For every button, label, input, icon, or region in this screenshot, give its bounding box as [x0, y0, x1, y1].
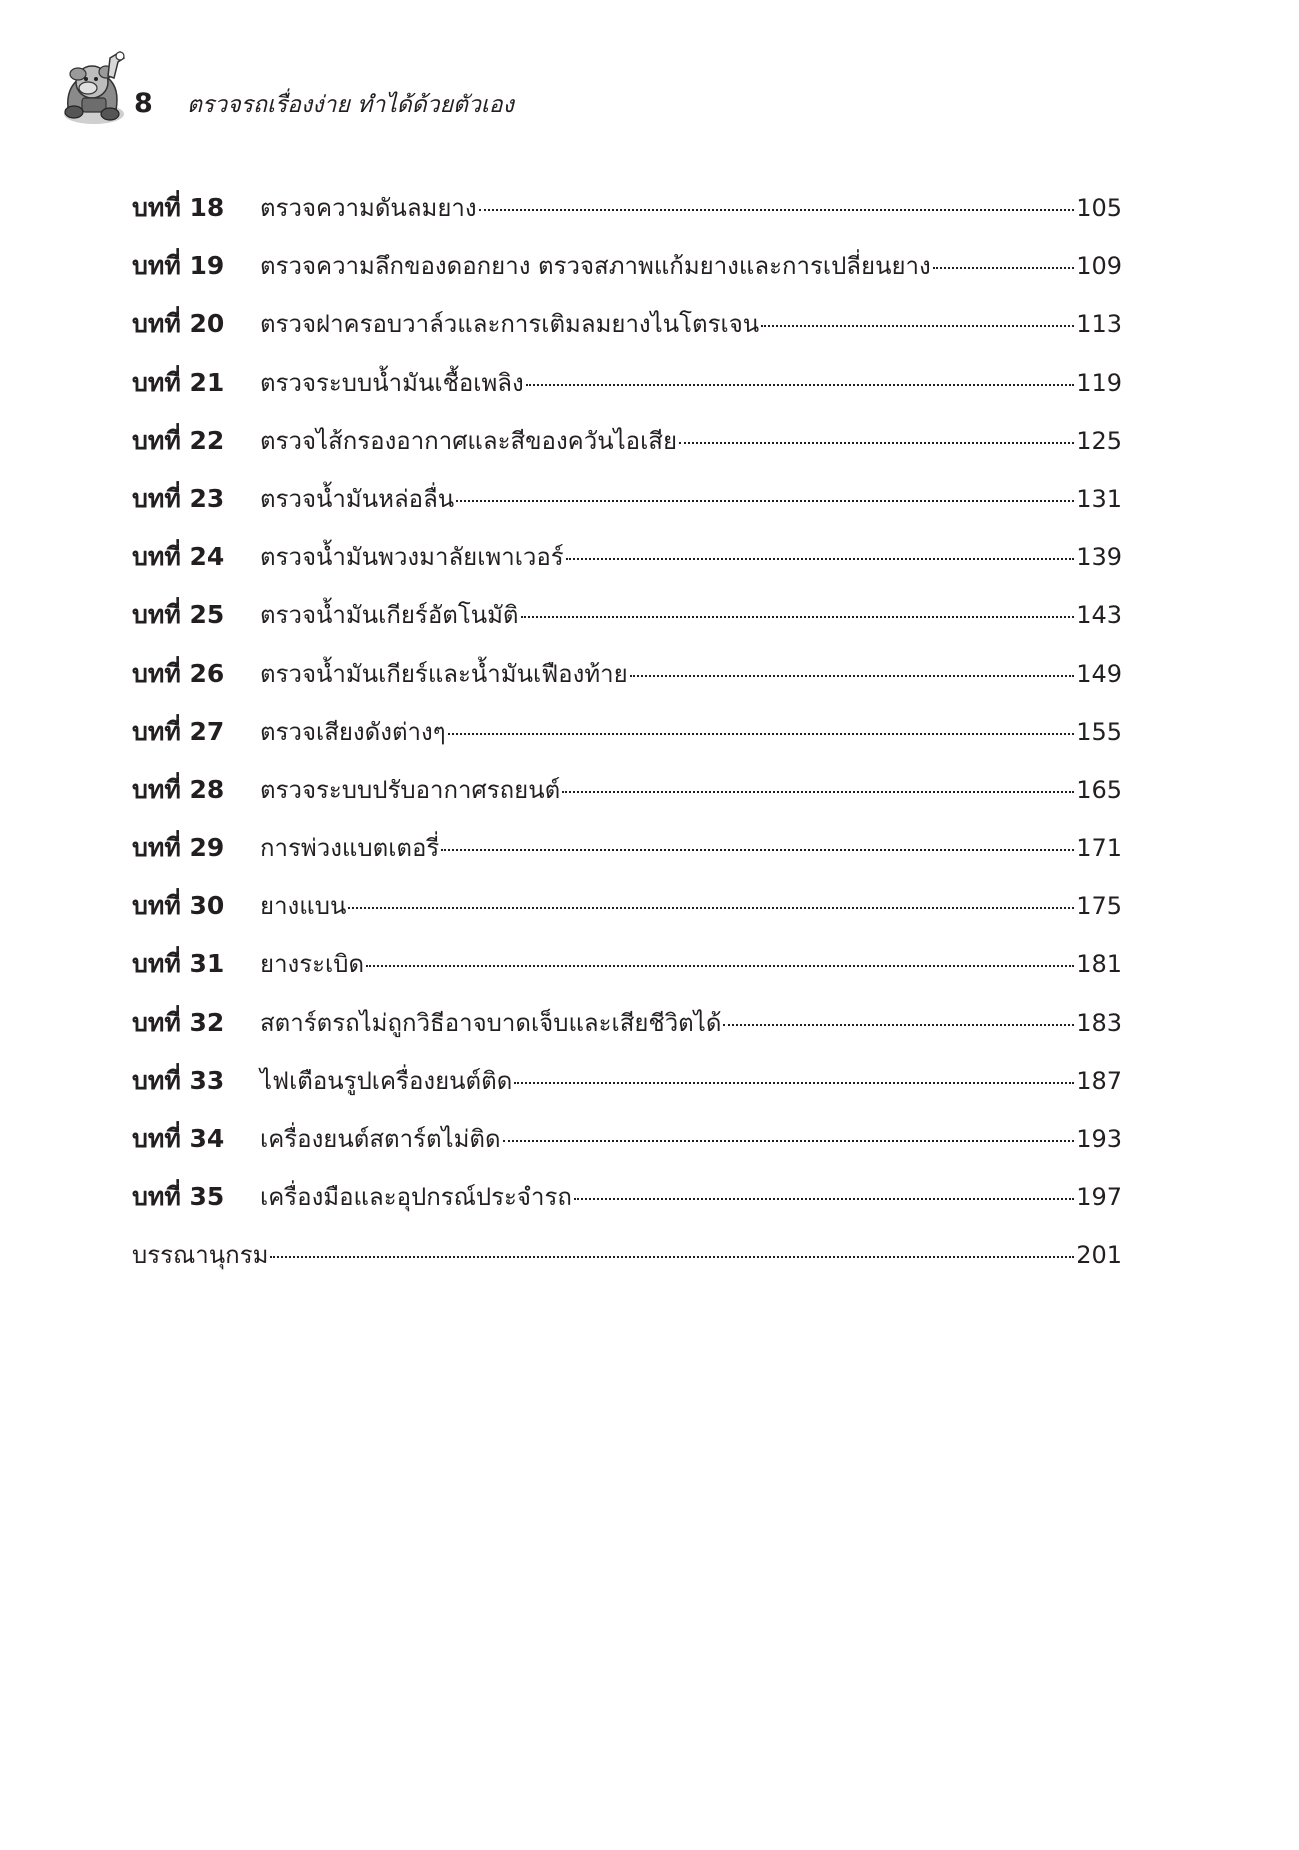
chapter-title: ตรวจไส้กรองอากาศและสีของควันไอเสีย [260, 426, 678, 455]
chapter-label: บทที่ 27 [132, 716, 225, 746]
chapter-label: บทที่ 32 [132, 1007, 225, 1037]
toc-row-bibliography[interactable] [132, 1235, 1122, 1293]
page-ref: 183 [1076, 1008, 1122, 1037]
toc-row[interactable] [132, 479, 1122, 537]
page-ref: 149 [1076, 659, 1122, 688]
chapter-label: บทที่ 31 [132, 949, 225, 979]
page-ref: 187 [1076, 1066, 1122, 1095]
chapter-title: ตรวจเสียงดังต่างๆ [260, 717, 446, 746]
chapter-title: สตาร์ตรถไม่ถูกวิธีอาจบาดเจ็บและเสียชีวิตได้ [260, 1008, 722, 1037]
chapter-label: บทที่ 22 [132, 425, 225, 455]
chapter-title: ตรวจระบบน้ำมันเชื้อเพลิง [260, 368, 524, 397]
chapter-label: บทที่ 19 [132, 251, 225, 281]
chapter-title: ตรวจความลึกของดอกยาง ตรวจสภาพแก้มยางและการเปลี่ยนยาง [260, 252, 931, 281]
page-ref: 197 [1076, 1183, 1122, 1212]
chapter-label: บทที่ 30 [132, 891, 225, 921]
chapter-title: ตรวจระบบปรับอากาศรถยนต์ [260, 775, 561, 804]
page-ref: 171 [1076, 834, 1122, 863]
page-ref: 139 [1076, 543, 1122, 572]
toc-row[interactable] [132, 1003, 1122, 1061]
dot-leader [566, 557, 1074, 560]
toc-row[interactable] [132, 944, 1122, 1002]
toc-row[interactable] [132, 304, 1122, 362]
dot-leader [630, 674, 1075, 677]
chapter-label: บทที่ 18 [132, 193, 225, 222]
mechanic-mascot-icon [54, 48, 134, 128]
dot-leader [366, 964, 1074, 967]
chapter-label: บทที่ 26 [132, 658, 225, 688]
toc-row[interactable] [132, 188, 1122, 246]
chapter-label: บทที่ 23 [132, 483, 225, 513]
running-header [54, 48, 654, 128]
chapter-label: บทที่ 24 [132, 542, 225, 572]
chapter-title: เครื่องยนต์สตาร์ตไม่ติด [260, 1125, 501, 1153]
chapter-label: บทที่ 34 [132, 1124, 225, 1153]
page-ref: 155 [1076, 717, 1122, 746]
chapter-title: ยางแบน [260, 892, 347, 921]
dot-leader [448, 732, 1075, 735]
chapter-title: ตรวจน้ำมันเกียร์และน้ำมันเฟืองท้าย [260, 659, 628, 688]
toc-row[interactable] [132, 828, 1122, 886]
chapter-title: ตรวจน้ำมันหล่อลื่น [260, 484, 455, 513]
dot-leader [479, 208, 1075, 211]
dot-leader [521, 615, 1075, 618]
page-ref: 113 [1076, 310, 1122, 339]
bibliography-label: บรรณานุกรม [132, 1241, 269, 1270]
page-number: 8 [134, 88, 153, 119]
page-ref: 143 [1076, 601, 1122, 630]
page-ref: 105 [1076, 194, 1122, 222]
toc-row[interactable] [132, 712, 1122, 770]
dot-leader [574, 1197, 1074, 1200]
chapter-label: บทที่ 28 [132, 774, 225, 804]
chapter-title: ตรวจน้ำมันพวงมาลัยเพาเวอร์ [260, 543, 564, 572]
book-title: ตรวจรถเรื่องง่าย ทำได้ด้วยตัวเอง [187, 92, 514, 118]
toc-row[interactable] [132, 537, 1122, 595]
toc-row[interactable] [132, 421, 1122, 479]
toc-row[interactable] [132, 1061, 1122, 1119]
dot-leader [456, 499, 1074, 502]
table-of-contents [132, 188, 1122, 1294]
dot-leader [562, 790, 1074, 793]
toc-row[interactable] [132, 886, 1122, 944]
chapter-label: บทที่ 33 [132, 1065, 225, 1095]
page-ref: 193 [1076, 1125, 1122, 1153]
page-ref: 201 [1076, 1241, 1122, 1270]
chapter-title: ตรวจฝาครอบวาล์วและการเติมลมยางไนโตรเจน [260, 310, 760, 339]
chapter-label: บทที่ 25 [132, 600, 225, 630]
chapter-title: ตรวจน้ำมันเกียร์อัตโนมัติ [260, 601, 519, 630]
chapter-title: ยางระเบิด [260, 950, 365, 979]
dot-leader [526, 383, 1074, 386]
chapter-label: บทที่ 29 [132, 833, 225, 863]
toc-row[interactable] [132, 654, 1122, 712]
dot-leader [514, 1081, 1074, 1084]
chapter-label: บทที่ 20 [132, 309, 225, 339]
toc-row[interactable] [132, 770, 1122, 828]
dot-leader [270, 1255, 1074, 1258]
page-ref: 175 [1076, 892, 1122, 921]
dot-leader [503, 1139, 1075, 1142]
dot-leader [441, 848, 1074, 851]
chapter-title: ตรวจความดันลมยาง [260, 194, 477, 222]
dot-leader [348, 906, 1074, 909]
page-ref: 125 [1076, 426, 1122, 455]
dot-leader [761, 324, 1074, 327]
chapter-label: บทที่ 21 [132, 367, 225, 397]
toc-row[interactable] [132, 363, 1122, 421]
page-ref: 131 [1076, 484, 1122, 513]
page-ref: 181 [1076, 950, 1122, 979]
toc-row[interactable] [132, 1177, 1122, 1235]
chapter-title: เครื่องมือและอุปกรณ์ประจำรถ [260, 1183, 572, 1212]
chapter-title: ไฟเตือนรูปเครื่องยนต์ติด [260, 1066, 513, 1095]
dot-leader [723, 1023, 1074, 1026]
dot-leader [679, 441, 1074, 444]
chapter-title: การพ่วงแบตเตอรี่ [260, 834, 440, 863]
toc-row[interactable] [132, 246, 1122, 304]
page-ref: 165 [1076, 775, 1122, 804]
toc-row[interactable] [132, 595, 1122, 653]
toc-row[interactable] [132, 1119, 1122, 1177]
chapter-label: บทที่ 35 [132, 1182, 225, 1212]
dot-leader [933, 266, 1074, 269]
page-ref: 109 [1076, 252, 1122, 281]
page-ref: 119 [1076, 368, 1122, 397]
